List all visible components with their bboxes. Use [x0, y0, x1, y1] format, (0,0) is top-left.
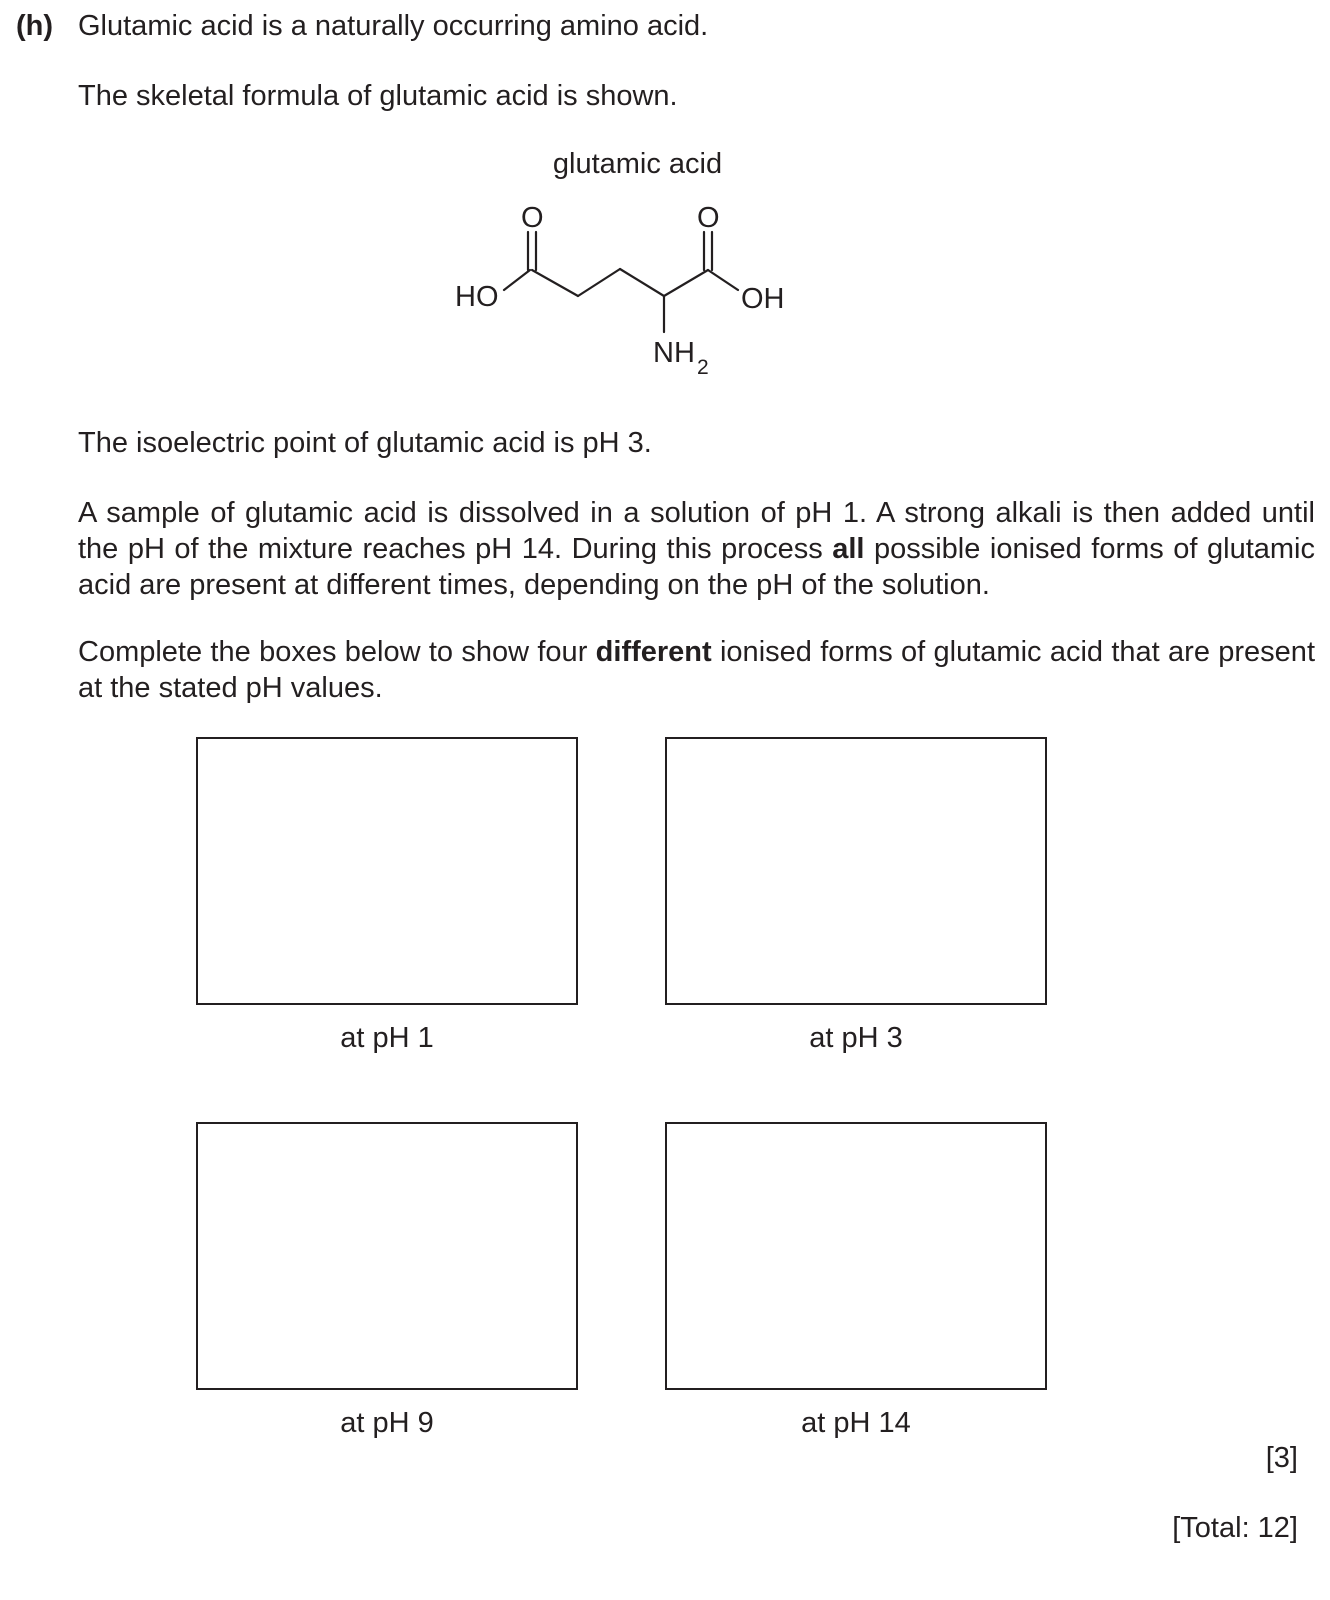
- caption-ph14: at pH 14: [801, 1407, 911, 1439]
- instruction-bold: different: [595, 636, 712, 668]
- bond-c2-c3: [578, 269, 620, 296]
- atom-ho: HO: [455, 281, 499, 313]
- caption-ph9: at pH 9: [340, 1407, 434, 1439]
- atom-o-left: O: [521, 202, 544, 234]
- question-intro: Glutamic acid is a naturally occurring amino acid.: [78, 10, 709, 42]
- instruction-text-2: ionised forms of glutamic acid that are present at the stated pH values.: [78, 636, 1315, 704]
- marks-label: [3]: [1265, 1442, 1298, 1474]
- total-marks-label: [Total: 12]: [1172, 1512, 1298, 1544]
- process-paragraph: [78, 495, 1315, 603]
- process-text-1: A sample of glutamic acid is dissolved in a solution of pH 1. A strong alkali is then added until the pH of the mixture reaches pH 14. During this process: [78, 497, 1315, 565]
- answer-box-ph9[interactable]: [196, 1122, 578, 1390]
- answer-box-ph3[interactable]: [665, 737, 1047, 1005]
- bond-c4-c5: [664, 270, 708, 296]
- isoelectric-statement: The isoelectric point of glutamic acid is pH 3.: [78, 427, 652, 459]
- formula-sentence: The skeletal formula of glutamic acid is shown.: [78, 80, 678, 112]
- bond-c3-c4: [620, 269, 664, 296]
- answer-box-ph1[interactable]: [196, 737, 578, 1005]
- bond-ho-c1: [504, 270, 530, 290]
- caption-ph1: at pH 1: [340, 1022, 434, 1054]
- atom-o-right: O: [697, 202, 720, 234]
- answer-box-ph14[interactable]: [665, 1122, 1047, 1390]
- caption-ph3: at pH 3: [809, 1022, 903, 1054]
- bond-c5-oh: [708, 270, 738, 290]
- atom-nh: NH: [653, 337, 695, 369]
- atom-oh: OH: [741, 283, 785, 315]
- instruction-text-1: Complete the boxes below to show four: [78, 636, 596, 668]
- bond-c1-c2: [532, 270, 578, 296]
- instruction-paragraph: [78, 634, 1315, 706]
- molecule-title: glutamic acid: [552, 148, 723, 180]
- process-bold: all: [832, 533, 865, 565]
- atom-subscript-2: 2: [697, 356, 709, 379]
- glutamic-acid-skeletal-formula: [440, 192, 820, 392]
- question-label: (h): [16, 10, 54, 42]
- process-text-2: possible ionised forms of glutamic acid are present at different times, depending on the pH of the solution.: [78, 533, 1315, 601]
